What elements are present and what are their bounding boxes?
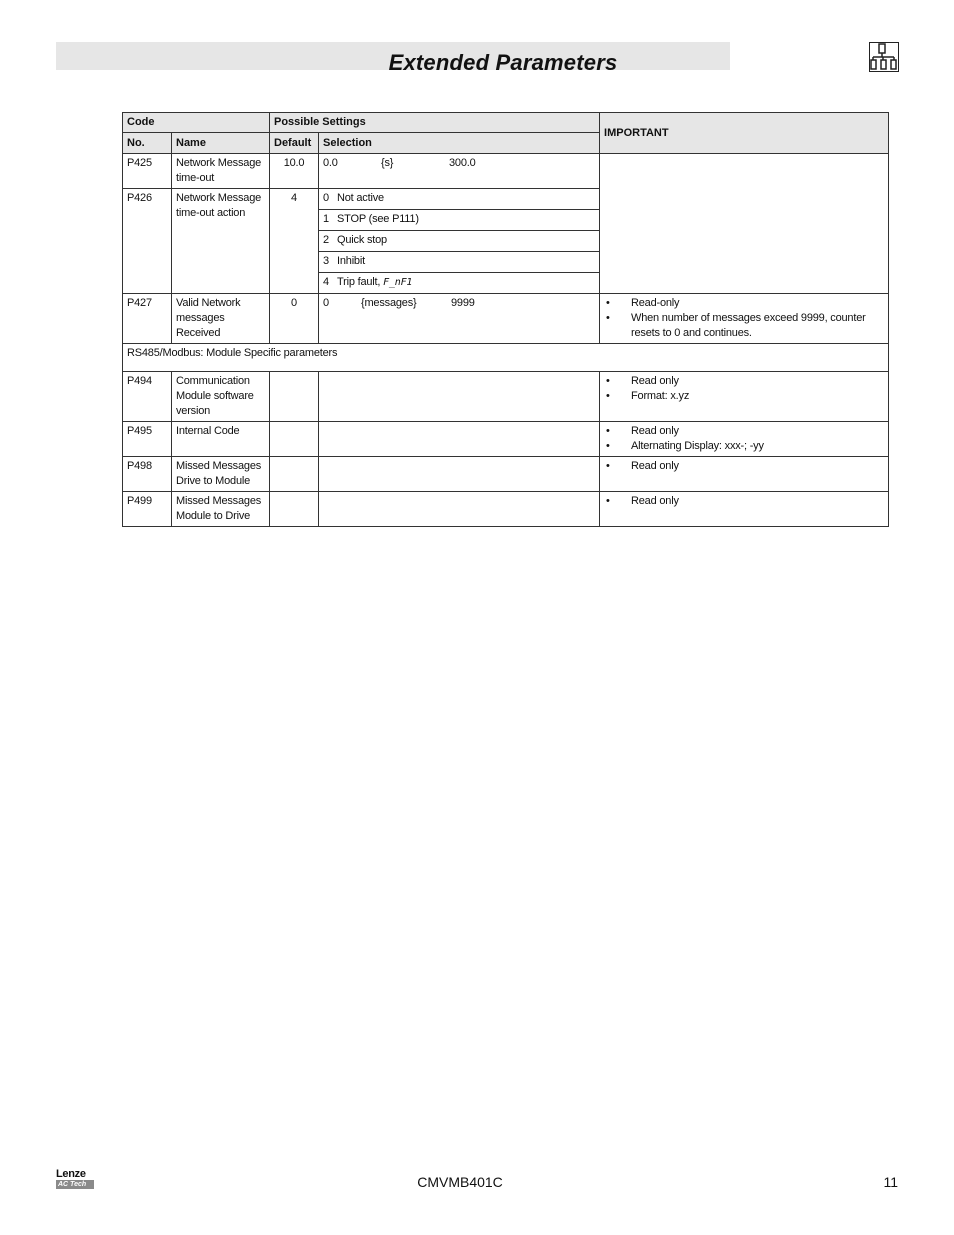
param-selection bbox=[319, 422, 600, 457]
option-label: Quick stop bbox=[337, 234, 387, 246]
page-number: 11 bbox=[883, 1174, 898, 1190]
selection-min: 0 bbox=[323, 297, 329, 309]
param-selection bbox=[319, 294, 600, 344]
param-selection bbox=[319, 372, 600, 422]
param-selection bbox=[319, 492, 600, 527]
param-important bbox=[600, 294, 889, 344]
param-default: 4 bbox=[270, 189, 319, 294]
note-item: • Read only bbox=[604, 459, 884, 474]
option-label: Not active bbox=[337, 192, 384, 204]
note-item: • Read-only bbox=[604, 296, 884, 311]
selection-option bbox=[319, 252, 600, 273]
param-no: P427 bbox=[123, 294, 172, 344]
note-item: • Alternating Display: xxx-; -yy bbox=[604, 439, 884, 454]
logo-text: Lenze bbox=[56, 1168, 86, 1180]
table-row bbox=[123, 422, 889, 457]
selection-max: 9999 bbox=[451, 297, 475, 309]
param-selection bbox=[319, 457, 600, 492]
option-number: 4 bbox=[323, 276, 329, 288]
param-important bbox=[600, 457, 889, 492]
param-name: Network Message time-out bbox=[172, 154, 270, 189]
note-item: • Read only bbox=[604, 424, 884, 439]
option-number: 1 bbox=[323, 213, 329, 225]
param-important bbox=[600, 492, 889, 527]
selection-option bbox=[319, 189, 600, 210]
header-no: No. bbox=[123, 133, 172, 154]
param-no: P495 bbox=[123, 422, 172, 457]
param-default: 10.0 bbox=[270, 154, 319, 189]
param-important bbox=[600, 422, 889, 457]
document-code: CMVMB401C bbox=[417, 1174, 503, 1190]
option-number: 3 bbox=[323, 255, 329, 267]
param-default bbox=[270, 457, 319, 492]
selection-min: 0.0 bbox=[323, 157, 338, 169]
option-number: 2 bbox=[323, 234, 329, 246]
table-row bbox=[123, 492, 889, 527]
header-selection: Selection bbox=[319, 133, 600, 154]
note-item: • Read only bbox=[604, 494, 884, 509]
logo-subtext: AC Tech bbox=[56, 1180, 94, 1189]
note-item: • Format: x.yz bbox=[604, 389, 884, 404]
option-number: 0 bbox=[323, 192, 329, 204]
param-name: Network Message time-out action bbox=[172, 189, 270, 294]
table-row bbox=[123, 294, 889, 344]
selection-option bbox=[319, 231, 600, 252]
selection-unit: {s} bbox=[381, 157, 394, 169]
param-no: P498 bbox=[123, 457, 172, 492]
fault-code: F_nF1 bbox=[383, 277, 413, 288]
param-default: 0 bbox=[270, 294, 319, 344]
param-default bbox=[270, 492, 319, 527]
table-row bbox=[123, 457, 889, 492]
param-no: P499 bbox=[123, 492, 172, 527]
selection-option bbox=[319, 273, 600, 294]
section-row bbox=[123, 344, 889, 372]
note-item: • Read only bbox=[604, 374, 884, 389]
header-name: Name bbox=[172, 133, 270, 154]
param-name: Communication Module software version bbox=[172, 372, 270, 422]
param-name: Missed Messages Drive to Module bbox=[172, 457, 270, 492]
section-title: RS485/Modbus: Module Specific parameters bbox=[123, 344, 889, 372]
param-no: P494 bbox=[123, 372, 172, 422]
header-possible-settings: Possible Settings bbox=[270, 113, 600, 133]
header-default: Default bbox=[270, 133, 319, 154]
param-name: Valid Network messages Received bbox=[172, 294, 270, 344]
param-important bbox=[600, 154, 889, 294]
param-important bbox=[600, 372, 889, 422]
param-name: Internal Code bbox=[172, 422, 270, 457]
param-default bbox=[270, 372, 319, 422]
selection-unit: {messages} bbox=[361, 297, 417, 309]
network-icon bbox=[869, 42, 899, 72]
param-no: P426 bbox=[123, 189, 172, 294]
table-row bbox=[123, 154, 889, 189]
table-row bbox=[123, 372, 889, 422]
option-label: Trip fault, bbox=[337, 276, 381, 288]
param-default bbox=[270, 422, 319, 457]
param-selection bbox=[319, 154, 600, 189]
note-item: • When number of messages exceed 9999, counter resets to 0 and continues. bbox=[604, 311, 884, 341]
header-code: Code bbox=[123, 113, 270, 133]
parameters-table bbox=[122, 112, 889, 527]
option-label: Inhibit bbox=[337, 255, 365, 267]
param-no: P425 bbox=[123, 154, 172, 189]
header-important: IMPORTANT bbox=[600, 113, 889, 154]
selection-max: 300.0 bbox=[449, 157, 476, 169]
page-title: Extended Parameters bbox=[388, 50, 618, 75]
selection-option bbox=[319, 210, 600, 231]
param-name: Missed Messages Module to Drive bbox=[172, 492, 270, 527]
option-label: STOP (see P111) bbox=[337, 213, 419, 225]
